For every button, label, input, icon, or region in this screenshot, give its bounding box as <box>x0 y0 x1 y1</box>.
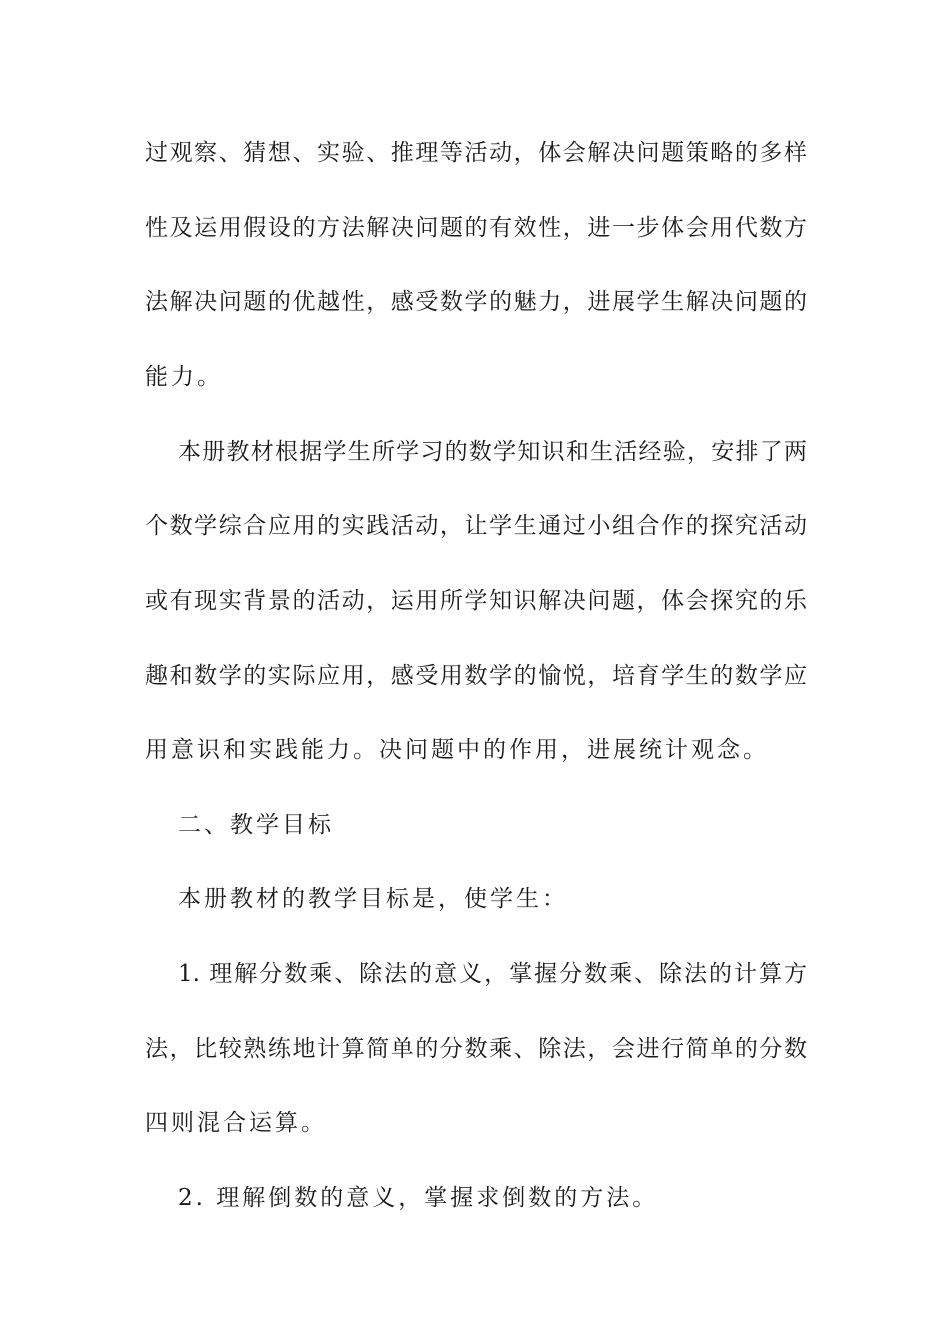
paragraph-line: 过观察、猜想、实验、推理等活动，体会解决问题策略的多样 <box>145 140 807 166</box>
list-item-line: 四则混合运算。 <box>145 1110 327 1136</box>
list-item-line: 2. 理解倒数的意义，掌握求倒数的方法。 <box>178 1185 659 1211</box>
paragraph-line: 本册教材的教学目标是，使学生： <box>178 886 568 912</box>
paragraph-line: 或有现实背景的活动，运用所学知识解决问题，体会探究的乐 <box>145 588 807 614</box>
paragraph-line: 法解决问题的优越性，感受数学的魅力，进展学生解决问题的 <box>145 289 807 315</box>
list-item-line: 1. 理解分数乘、除法的意义，掌握分数乘、除法的计算方 <box>178 961 807 987</box>
paragraph-line: 本册教材根据学生所学习的数学知识和生活经验，安排了两 <box>178 439 807 465</box>
paragraph-line: 性及运用假设的方法解决问题的有效性，进一步体会用代数方 <box>145 215 807 241</box>
list-item-line: 法，比较熟练地计算简单的分数乘、除法，会进行简单的分数 <box>145 1036 807 1062</box>
paragraph-line: 个数学综合应用的实践活动，让学生通过小组合作的探究活动 <box>145 513 807 539</box>
paragraph-line: 用意识和实践能力。决问题中的作用，进展统计观念。 <box>145 737 769 763</box>
paragraph-line: 趣和数学的实际应用，感受用数学的愉悦，培育学生的数学应 <box>145 663 807 689</box>
paragraph-line: 能力。 <box>145 364 223 390</box>
section-heading: 二、教学目标 <box>178 812 334 838</box>
